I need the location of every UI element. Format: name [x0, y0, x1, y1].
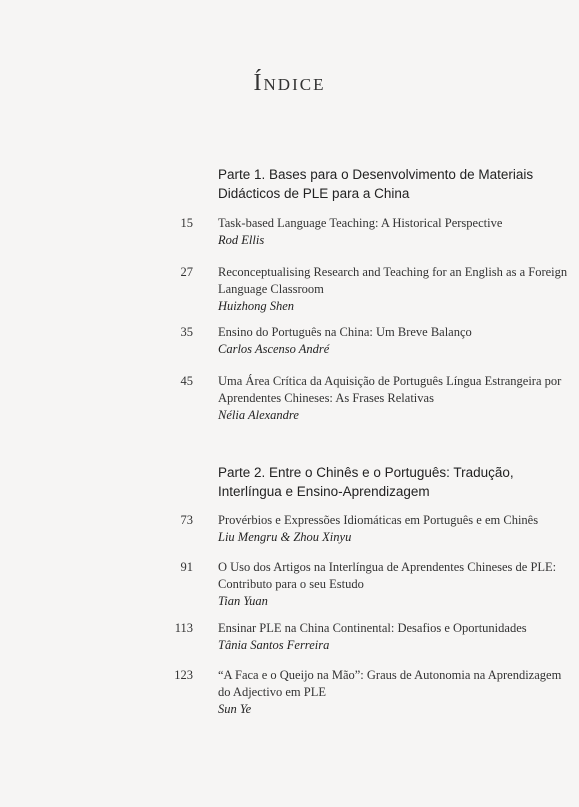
entry-author: Tânia Santos Ferreira [218, 638, 330, 652]
entry-title: Ensino do Português na China: Um Breve Balanço [218, 325, 472, 339]
entry-title: “A Faca e o Queijo na Mão”: Graus de Autonomia na Aprendizagem do Adjectivo em PLE [218, 668, 562, 699]
page-number: 123 [174, 668, 193, 682]
page-number: 91 [180, 560, 193, 574]
page-number: 113 [174, 621, 193, 635]
entry-author: Liu Mengru & Zhou Xinyu [218, 530, 352, 544]
entry-title: Reconceptualising Research and Teaching for an English as a Foreign Language Classroom [218, 265, 568, 296]
entry-author: Tian Yuan [218, 594, 268, 608]
page-number: 45 [180, 374, 193, 388]
entry-title: Provérbios e Expressões Idiomáticas em Português e em Chinês [218, 513, 539, 527]
entry-title: Ensinar PLE na China Continental: Desafios e Oportunidades [218, 621, 527, 635]
entry-title: Task-based Language Teaching: A Historical Perspective [218, 216, 503, 230]
page-number: 73 [180, 513, 193, 527]
part-1-heading: Parte 1. Bases para o Desenvolvimento de Materiais Didácticos de PLE para a China [218, 167, 534, 201]
page-title: Índice [253, 70, 326, 96]
entry-author: Nélia Alexandre [218, 408, 299, 422]
entry-author: Huizhong Shen [218, 299, 295, 313]
entry-author: Carlos Ascenso André [218, 342, 330, 356]
entry-author: Rod Ellis [218, 233, 265, 247]
entry-title: O Uso dos Artigos na Interlíngua de Aprendentes Chineses de PLE: Contributo para o seu Estudo [218, 560, 557, 591]
entry-author: Sun Ye [218, 702, 252, 716]
page-number: 35 [180, 325, 193, 339]
part-2-heading: Parte 2. Entre o Chinês e o Português: Tradução, Interlíngua e Ensino-Aprendizagem [218, 465, 514, 499]
page-number: 27 [180, 265, 193, 279]
page-number: 15 [180, 216, 193, 230]
entry-title: Uma Área Crítica da Aquisição de Português Língua Estrangeira por Aprendentes Chineses: As Frases Relativas [218, 374, 562, 405]
